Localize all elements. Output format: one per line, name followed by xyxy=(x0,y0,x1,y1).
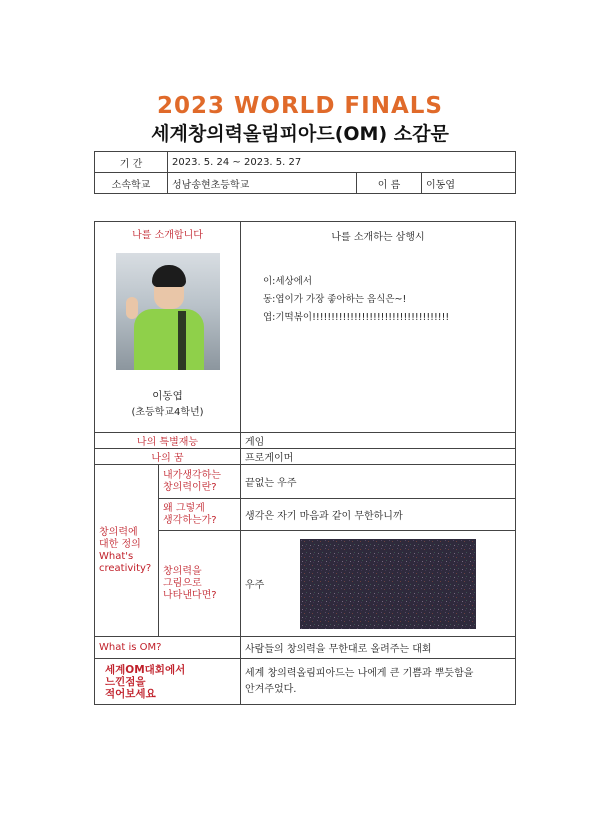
dream-value: 프로게이머 xyxy=(241,449,516,465)
om-value: 사람들의 창의력을 무한대로 올려주는 대회 xyxy=(241,637,516,659)
poem-line: 엽:기떡볶이!!!!!!!!!!!!!!!!!!!!!!!!!!!!!!!!!!!! xyxy=(263,312,450,323)
creativity-question-2: 왜 그렇게 생각하는가? xyxy=(159,499,241,531)
period-label: 기 간 xyxy=(95,152,168,173)
name-label: 이 름 xyxy=(357,173,422,194)
creativity-answer-2: 생각은 자기 마음과 같이 무한하니까 xyxy=(241,499,516,531)
intro-heading: 나를 소개합니다 xyxy=(132,230,203,241)
school-label: 소속학교 xyxy=(95,173,168,194)
feeling-value: 세계 창의력올림피아드는 나에게 큰 기쁨과 뿌듯함을 안겨주었다. xyxy=(241,659,516,705)
poem-line: 이:세상에서 xyxy=(263,276,313,287)
talent-label: 나의 특별재능 xyxy=(95,433,241,449)
period-value: 2023. 5. 24 ~ 2023. 5. 27 xyxy=(168,152,516,173)
student-grade: (초등학교4학년) xyxy=(131,407,204,418)
space-drawing-icon xyxy=(300,539,476,629)
creativity-section-label: 창의력에 대한 정의 What's creativity? xyxy=(95,465,159,637)
page-title-english: 2023 WORLD FINALS xyxy=(157,93,443,119)
drawing-caption: 우주 xyxy=(245,580,265,591)
creativity-question-3: 창의력을 그림으로 나타낸다면? xyxy=(159,531,241,637)
page-title-korean: 세계창의력올림피아드(OM) 소감문 xyxy=(151,123,449,145)
poem-cell xyxy=(241,222,516,433)
dream-label: 나의 꿈 xyxy=(95,449,241,465)
name-value: 이동엽 xyxy=(422,173,516,194)
student-photo xyxy=(116,253,220,370)
talent-value: 게임 xyxy=(241,433,516,449)
info-table xyxy=(94,151,516,194)
creativity-answer-1: 끝없는 우주 xyxy=(241,465,516,499)
creativity-question-1: 내가생각하는 창의력이란? xyxy=(159,465,241,499)
essay-table xyxy=(94,221,516,705)
poem-title: 나를 소개하는 삼행시 xyxy=(331,232,425,243)
creativity-answer-3 xyxy=(241,531,516,637)
student-name: 이동엽 xyxy=(152,390,183,402)
intro-cell xyxy=(95,222,241,433)
poem-line: 동:엽이가 가장 좋아하는 음식은~! xyxy=(263,294,407,305)
om-label: What is OM? xyxy=(95,637,241,659)
school-value: 성남송현초등학교 xyxy=(168,173,357,194)
feeling-label: 세계OM대회에서 느낀점을 적어보세요 xyxy=(95,659,241,705)
